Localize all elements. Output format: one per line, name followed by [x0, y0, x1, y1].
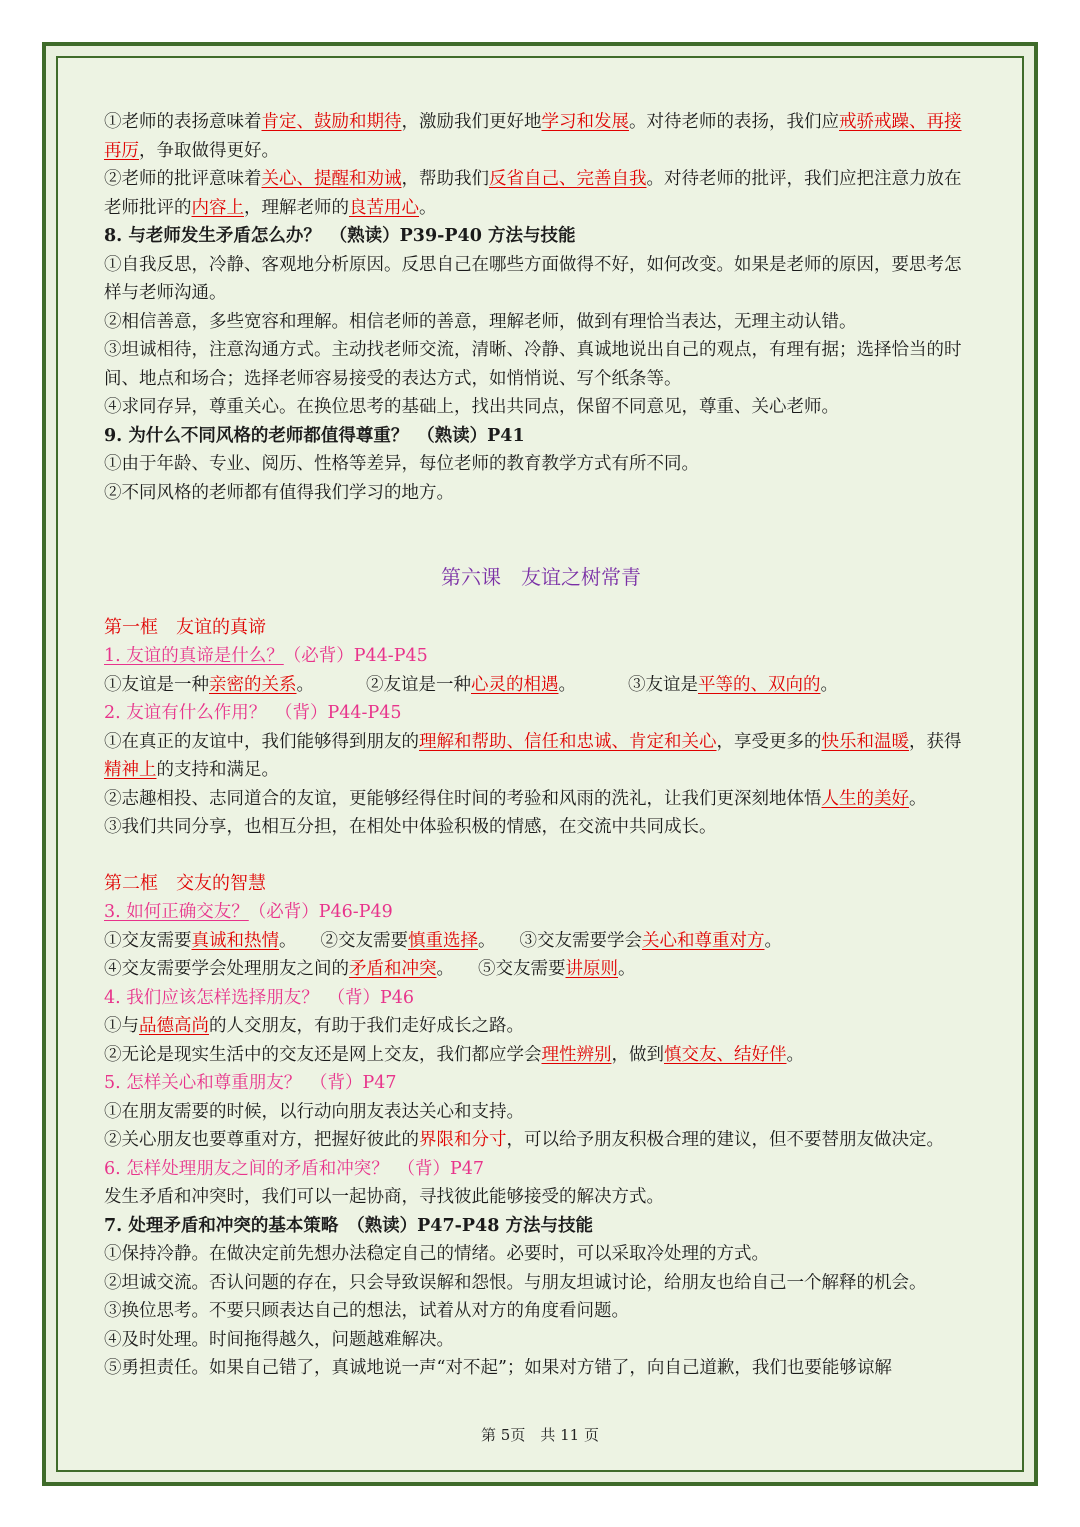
key-phrase: 理性辨别: [541, 1044, 612, 1065]
key-phrase: 亲密的关系: [209, 674, 297, 695]
paragraph: ④及时处理。时间拖得越久，问题越难解决。: [104, 1329, 454, 1350]
paragraph: ②不同风格的老师都有值得我们学习的地方。: [104, 482, 454, 503]
question-heading: 3. 如何正确交友？（必背）P46-P49: [104, 902, 393, 922]
paragraph: ②相信善意，多些宽容和理解。相信老师的善意，理解老师，做到有理恰当表达，无理主动认错。: [104, 311, 857, 332]
paragraph: ⑤勇担责任。如果自己错了，真诚地说一声“对不起”；如果对方错了，向自己道歉，我们也要能够谅解: [104, 1358, 892, 1378]
key-phrase: 界限和分寸: [419, 1130, 507, 1150]
key-phrase: 矛盾和冲突: [349, 959, 437, 979]
paragraph: ①与品德高尚的人交朋友，有助于我们走好成长之路。: [104, 1016, 524, 1036]
key-phrase: 良苦用心: [349, 197, 419, 218]
paragraph: ④求同存异，尊重关心。在换位思考的基础上，找出共同点，保留不同意见，尊重、关心老师。: [104, 397, 839, 417]
question-heading: 9. 为什么不同风格的老师都值得尊重？ （熟读）P41: [104, 425, 525, 446]
paragraph: ②坦诚交流。否认问题的存在，只会导致误解和怨恨。与朋友坦诚讨论，给朋友也给自己一个解释的机会。: [104, 1272, 927, 1293]
paragraph: ③换位思考。不要只顾表达自己的想法，试着从对方的角度看问题。: [104, 1301, 629, 1321]
key-phrase: 品德高尚: [139, 1016, 209, 1036]
paragraph: 发生矛盾和冲突时，我们可以一起协商，寻找彼此能够接受的解决方式。: [104, 1187, 664, 1207]
paragraph: ①自我反思，冷静、客观地分析原因。反思自己在哪些方面做得不好，如何改变。如果是老师的原因，要思考怎样与老师沟通。: [104, 254, 962, 303]
paragraph: ②老师的批评意味着关心、提醒和劝诫，帮助我们反省自己、完善自我。对待老师的批评，我们应把注意力放在老师批评的内容上，理解老师的良苦用心。: [104, 169, 962, 218]
key-phrase: 心灵的相遇: [471, 674, 559, 695]
key-phrase: 内容上: [191, 197, 244, 218]
paragraph: ②志趣相投、志同道合的友谊，更能够经得住时间的考验和风雨的洗礼，让我们更深刻地体悟人生的美好。: [104, 788, 927, 809]
question-heading: 6. 怎样处理朋友之间的矛盾和冲突？ （背）P47: [104, 1158, 485, 1179]
paragraph: ①由于年龄、专业、阅历、性格等差异，每位老师的教育教学方式有所不同。: [104, 454, 699, 474]
key-phrase: 戒骄戒躁、再接再厉: [104, 112, 962, 161]
paragraph: ①交友需要真诚和热情。 ②交友需要慎重选择。 ③交友需要学会关心和尊重对方。: [104, 930, 782, 951]
paragraph: ①在朋友需要的时候，以行动向朋友表达关心和支持。: [104, 1101, 524, 1122]
paragraph: ③坦诚相待，注意沟通方式。主动找老师交流，清晰、冷静、真诚地说出自己的观点，有理有据；选择恰当的时间、地点和场合；选择老师容易接受的表达方式，如悄悄说、写个纸条等。: [104, 340, 962, 389]
paragraph: ①老师的表扬意味着肯定、鼓励和期待，激励我们更好地学习和发展。对待老师的表扬，我们应戒骄戒躁、再接再厉，争取做得更好。: [104, 112, 962, 161]
key-phrase: 反省自己、完善自我: [489, 169, 647, 189]
question-heading: 4. 我们应该怎样选择朋友？ （背）P46: [104, 987, 415, 1008]
paragraph: ①友谊是一种亲密的关系。 ②友谊是一种心灵的相遇。 ③友谊是平等的、双向的。: [104, 674, 838, 695]
key-phrase: 精神上: [104, 760, 157, 780]
lesson-title: 第六课 友谊之树常青: [441, 565, 641, 589]
key-phrase: 真诚和热情: [191, 930, 279, 951]
page-number: 第 5页 共 11 页: [481, 1426, 599, 1444]
document-body: [104, 108, 978, 1383]
paragraph: ②无论是现实生活中的交友还是网上交友，我们都应学会理性辨别，做到慎交友、结好伴。: [104, 1044, 804, 1065]
question-heading: 1. 友谊的真谛是什么？（必背）P44-P45: [104, 646, 428, 666]
key-phrase: 关心和尊重对方: [642, 930, 765, 951]
paragraph: ①在真正的友谊中，我们能够得到朋友的理解和帮助、信任和忠诚、肯定和关心，享受更多的快乐和温暖，获得精神上的支持和满足。: [104, 731, 962, 780]
question-heading: 8. 与老师发生矛盾怎么办？ （熟读）P39-P40 方法与技能: [104, 226, 576, 246]
paragraph: ①保持冷静。在做决定前先想办法稳定自己的情绪。必要时，可以采取冷处理的方式。: [104, 1244, 769, 1264]
question-heading: 5. 怎样关心和尊重朋友？ （背）P47: [104, 1073, 397, 1093]
key-phrase: 肯定、鼓励和期待: [261, 112, 402, 132]
paragraph: ②关心朋友也要尊重对方，把握好彼此的界限和分寸，可以给予朋友积极合理的建议，但不要替朋友做决定。: [104, 1130, 944, 1150]
paragraph: ④交友需要学会处理朋友之间的矛盾和冲突。 ⑤交友需要讲原则。: [104, 959, 636, 979]
section-title: 第二框 交友的智慧: [104, 872, 266, 894]
question-heading: 7. 处理矛盾和冲突的基本策略 （熟读）P47-P48 方法与技能: [104, 1215, 593, 1236]
key-phrase: 人生的美好: [821, 788, 909, 809]
key-phrase: 平等的、双向的: [698, 674, 821, 695]
key-phrase: 快乐和温暖: [821, 731, 909, 752]
section-title: 第一框 友谊的真谛: [104, 616, 266, 638]
paragraph: ③我们共同分享，也相互分担，在相处中体验积极的情感，在交流中共同成长。: [104, 817, 717, 837]
question-heading: 2. 友谊有什么作用？ （背）P44-P45: [104, 703, 402, 723]
key-phrase: 慎重选择: [408, 930, 478, 951]
key-phrase: 讲原则: [565, 959, 618, 979]
key-phrase: 关心、提醒和劝诫: [261, 169, 402, 189]
key-phrase: 理解和帮助、信任和忠诚、肯定和关心: [419, 731, 717, 752]
key-phrase: 慎交友、结好伴: [664, 1044, 787, 1065]
key-phrase: 学习和发展: [541, 112, 629, 132]
